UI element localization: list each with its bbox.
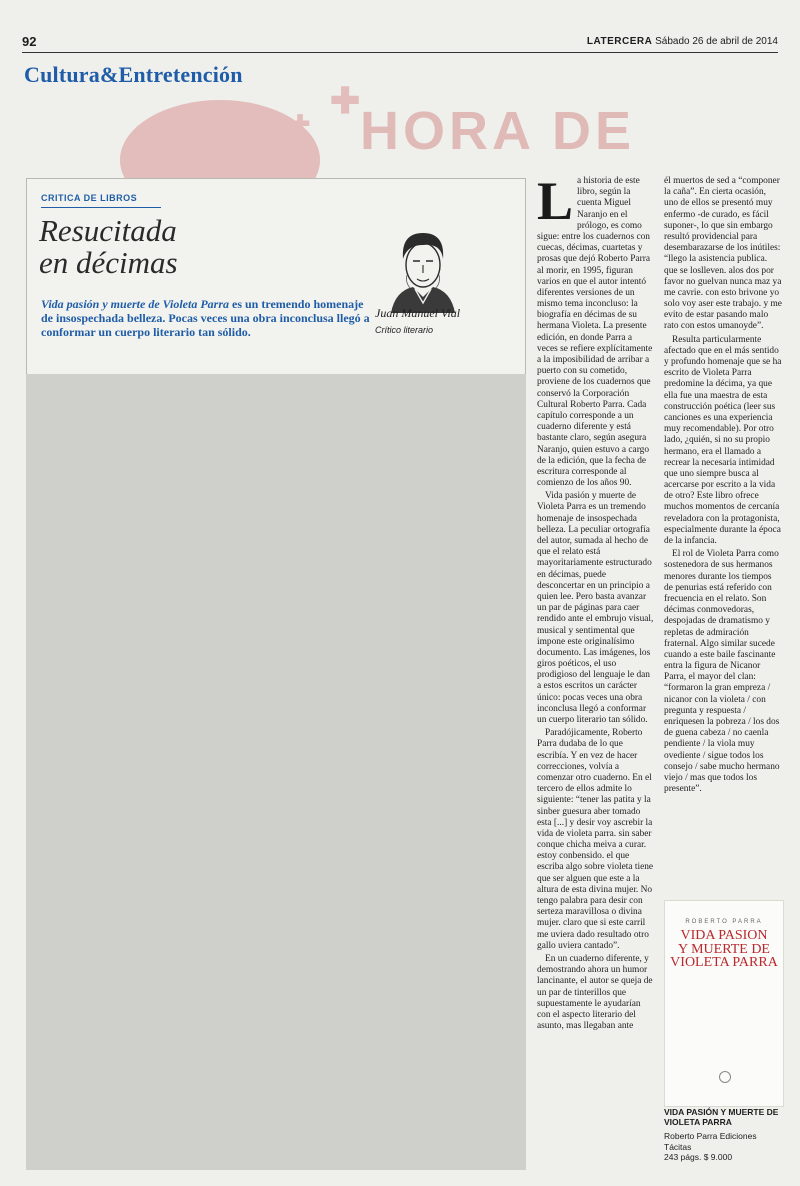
cover-title-line: Y MUERTE DE xyxy=(678,941,770,957)
headline-line-2: en décimas xyxy=(39,244,178,280)
background-ad-word: HORA DE xyxy=(360,101,636,161)
deck-book-title: Vida pasión y muerte de Violeta Parra xyxy=(41,297,230,311)
review-kicker: CRITICA DE LIBROS xyxy=(41,193,138,203)
deck xyxy=(41,297,371,339)
article-paragraph: Resulta particularmente afectado que en el más sentido y profundo homenaje que se ha escrito de Violeta Parra predomine la décima, ya que ella fue una maestra de esta construcción poética (leer sus canciones es una experiencia muy recomendable). Por otro lado, ¿quién, si no su propio hermano, era el llamado a recrear la necesaria intimidad que uno siempre busca al acercarse por escrito a la vida de otro? Este libro ofrece muchos momentos de cercanía reveladora con la protagonista, especialmente durante la época de la infancia. xyxy=(664,334,782,546)
masthead xyxy=(587,36,778,47)
plus-icon: ✚ xyxy=(290,111,311,138)
book-meta xyxy=(664,1131,784,1163)
deck-text: es un tremendo homenaje de insospechada belleza. Pocas veces una obra inconclusa llegó a conformar un cuerpo literario tan sólido. xyxy=(41,297,370,340)
author-name: Juan Manuel Vial xyxy=(375,306,461,320)
article-paragraph: Vida pasión y muerte de Violeta Parra es un tremendo homenaje de insospechada belleza. La peculiar ortografía del autor, sumada al hecho de que el relato está mayoritariamente estructurado en décimas, puede desconcertar en un principio a quien lee. Pero basta avanzar un par de páginas para caer rendido ante el embrujo visual, musical y sentimental que impone este originalísimo documento. Las imágenes, los giros poéticos, el uso prodigioso del lenguaje le dan a estos escritos un carácter único: pocas veces una obra inconclusa llegó a conformar un cuerpo literario tan sólido. xyxy=(537,491,654,725)
article-paragraph: En un cuaderno diferente, y demostrando ahora un humor lancinante, el autor se queja de un par de tinterillos que supuestamente le ayudarían con el aspecto literario del asunto, mas llegaban ante xyxy=(537,953,653,1032)
article-paragraph: Paradójicamente, Roberto Parra dudaba de lo que escribía. Y en vez de hacer correcciones, volvía a comenzar otro cuaderno. En el tercero de ellos admite lo siguiente: “tener las patita y la sinber guesura aber tomado esta [...] y desir voy ascrebir la vida de violeta parra. sin saber conque chicha meiva a curar. estoy conbensido. el que escriba algo sobre violeta tiene que ser alguen que este a la altura de esta divina mujer. No tengo palabra para desir con serteza maravillosa o divina mujer. claro que si este carril me uviera dado resultado otro gallo uviera cantado”. xyxy=(537,728,654,951)
issue-date: Sábado 26 de abril de 2014 xyxy=(655,36,778,47)
drop-cap: L xyxy=(537,176,574,231)
header-rule xyxy=(22,52,778,53)
newspaper-name: LATERCERA xyxy=(586,36,653,47)
section-title: Cultura&Entretención xyxy=(24,62,243,87)
kicker-rule xyxy=(41,207,161,208)
headline-line-1: Resucitada xyxy=(39,213,177,248)
article-paragraph: a historia de este libro, según la cuenta Miguel Naranjo en el prólogo, es como sigue: entre los cuadernos con cuecas, décimas, cuartetas y prosas que dejó Roberto Parra al morir, en 1995, figuran varios en que el autor intentó diferentes versiones de un mismo tema inconcluso: la biografía en décimas de su hermana Violeta. La presente edición, en donde Parra a veces se refiere explícitamente a la imposibilidad de arribar a puerto con su cometido, proviene de los cuadernos que conservó la Corporación Cultural Roberto Parra. Cada capítulo corresponde a un cuaderno diferente y está bastante claro, según asegura Naranjo, quien estuvo a cargo de la edición, que la fecha de escritura corresponde al comienzo de los años 90. xyxy=(537,176,653,489)
publisher-logo-icon xyxy=(719,1071,731,1083)
cover-author: ROBERTO PARRA xyxy=(685,919,763,925)
author-portrait xyxy=(371,223,471,313)
article-paragraph: El rol de Violeta Parra como sostenedora de sus hermanos menores durante los tiempos de penurias está referido con frecuencia en el relato. Son décimas conmovedoras, despojadas de dramatismo y repletas de admiración fraternal. Algo similar sucede cuando a este baile fascinante entra la figura de Nicanor Parra, el mayor del clan: “formaron la gran empreza / nicanor con la violeta / con pregunta y respuesta / enriquesen la pobreza / los dos de guena cabeza / no caenla pendiente / la viola muy ovediente / sigue todos los consejo / sabe mucho hermano viejo / mas que todos los presente”. xyxy=(664,549,780,795)
book-caption: VIDA PASIÓN Y MUERTE DE VIOLETA PARRA xyxy=(664,1107,779,1127)
cover-title xyxy=(665,929,783,970)
article-column-2 xyxy=(664,176,782,888)
book-cover xyxy=(664,900,784,1107)
cover-title-line: VIOLETA PARRA xyxy=(670,955,778,971)
page-number: 92 xyxy=(22,34,37,49)
article-paragraph: él muertos de sed a “componer la caña”. En cierta ocasión, uno de ellos se presentó muy enfermo -de curado, es fácil suponer-, lo que sin embargo resultó providencial para desembarazarse de los inútiles: “llego la asistencia publica. que se loslleven. alos dos por favor no guelvan nunca maz ya me cavrie. con esto brivone yo solo voy aser este trabajo. y me evito de estar pasando malo rato con estos umanoyde”. xyxy=(664,176,782,332)
article-column-1 xyxy=(537,176,655,1161)
photo-placeholder xyxy=(26,374,526,1170)
plus-icon: ✚ xyxy=(330,80,361,121)
headline xyxy=(39,215,339,278)
author-role: Crítico literario xyxy=(375,325,434,335)
review-header xyxy=(26,178,526,376)
book-publisher: Roberto Parra Ediciones Tácitas xyxy=(664,1131,757,1152)
cover-title-line: VIDA PASION xyxy=(680,928,768,943)
book-price: 243 págs. $ 9.000 xyxy=(664,1152,733,1163)
